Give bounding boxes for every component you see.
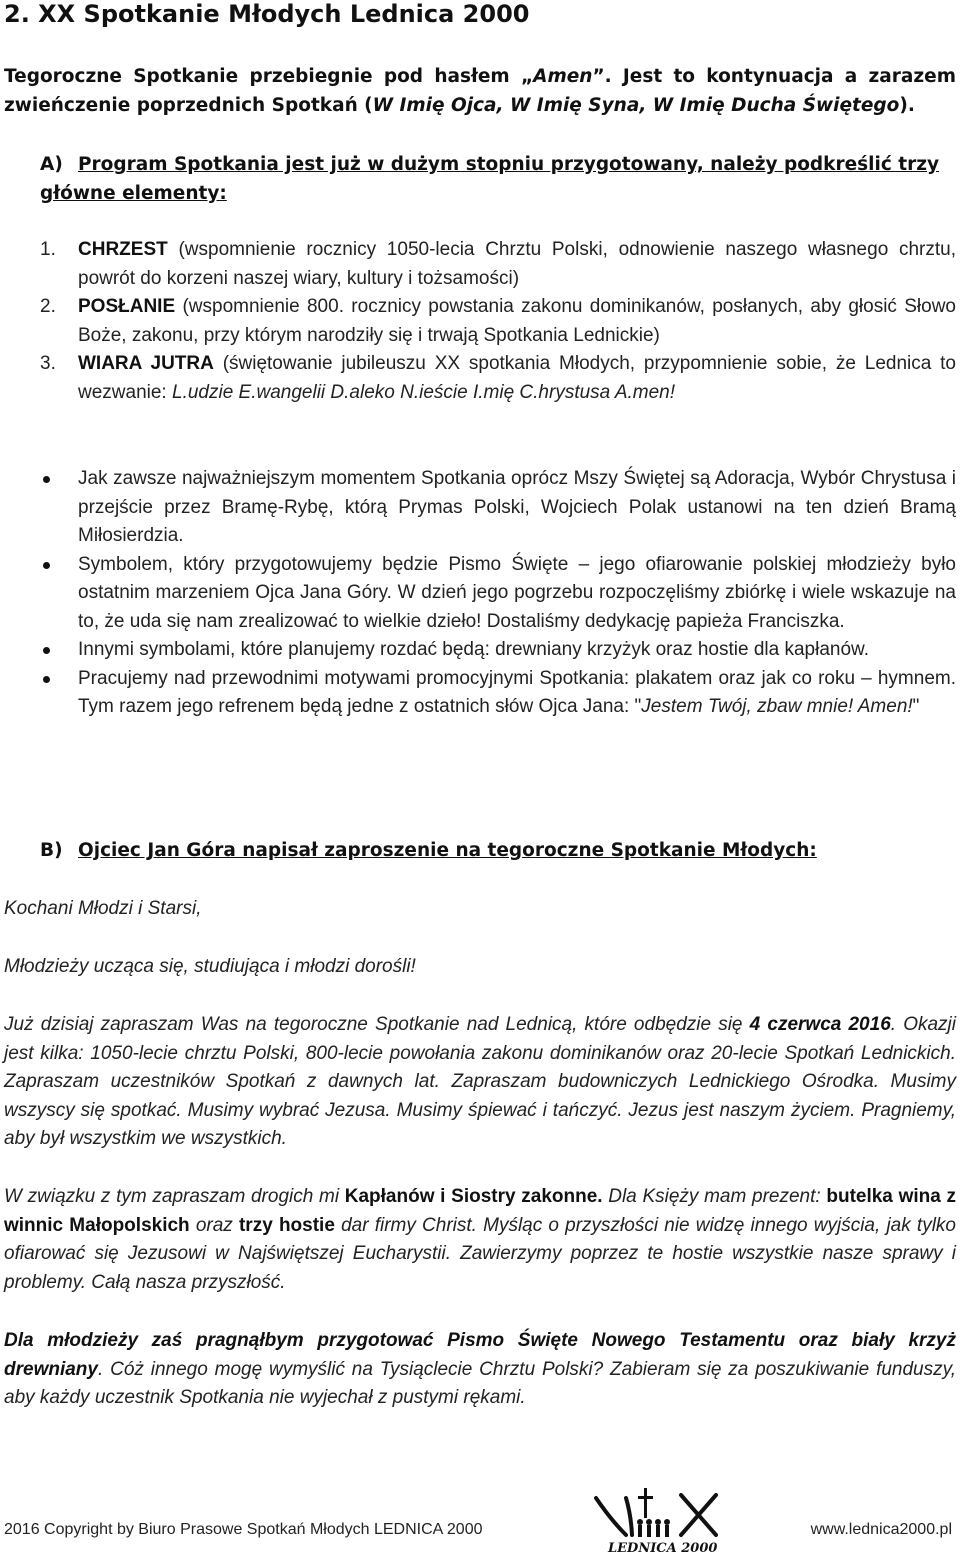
item-text: (wspomnienie 800. rocznicy powstania zakonu dominikanów, posłanych, aby głosić Słowo Boże, zakonu, przy którym narodziły się i trwają Spotkania Lednickie) — [78, 296, 956, 346]
item-text: (świętowanie jubileuszu XX spotkania Młodych, przypomnienie sobie, że Lednica to wezwanie: — [78, 353, 956, 403]
list-item — [40, 551, 956, 637]
item-text: Pracujemy nad przewodnimi motywami promocyjnymi Spotkania: plakatem oraz jak co roku – hymnem. Tym razem jego refrenem będą jedne z ostatnich słów Ojca Jana: " — [78, 667, 956, 717]
item-text: " — [912, 696, 920, 717]
item-acronym: L.udzie E.wangelii D.aleko N.ieście I.mię C.hrystusa A.men! — [172, 381, 676, 403]
item-number: 2. — [40, 296, 56, 317]
item-keyword: WIARA JUTRA — [78, 353, 214, 374]
letter-text: W związku z tym zapraszam drogich mi — [4, 1186, 345, 1207]
item-text: Jak zawsze najważniejszym momentem Spotkania oprócz Mszy Świętej są Adoracja, Wybór Chrystusa i przejście przez Bramę-Rybę, którą Prymas Polski, Wojciech Polak ustanowi na ten dzień Bramą Miłosierdzia. — [78, 468, 956, 546]
logo-text: LEDNICA 2000 — [608, 1541, 718, 1555]
list-item — [40, 350, 956, 407]
section-heading: Ojciec Jan Góra napisał zaproszenie na tegoroczne Spotkanie Młodych: — [78, 840, 817, 861]
section-a-title — [40, 150, 956, 208]
letter-text: dar firmy Christ. Myśląc o przyszłości nie widzę innego wyjścia, jak tylko ofiarować się Jezusowi w Najświętszej Eucharystii. Zawierzymy poprzez te hostie wszystkie nasze sprawy i problemy. Całą nasza przyszłość. — [4, 1214, 956, 1293]
list-item — [40, 636, 956, 665]
letter-paragraph-3 — [4, 1327, 956, 1413]
highlights-list — [40, 465, 956, 722]
letter-paragraph-1 — [4, 1011, 956, 1154]
list-item — [40, 236, 956, 293]
section-heading: Program Spotkania jest już w dużym stopniu przygotowany, należy podkreślić trzy główne elementy: — [40, 154, 940, 204]
list-item — [40, 465, 956, 551]
website-link[interactable]: www.lednica2000.pl — [810, 1521, 952, 1538]
letter-text: . Okazji jest kilka: 1050-lecie chrztu Polski, 800-lecie powołania zakonu dominikanów oraz 20-lecie Spotkań Lednickich. Zapraszam uczestników Spotkań z dawnych lat. Zapraszam budowniczych Lednickiego Ośrodka. Musimy wszyscy się spotkać. Musimy wybrać Jezusa. Musimy śpiewać i tańczyć. Jezus jest naszym życiem. Pragniemy, aby był wszystkim we wszystkich. — [4, 1014, 956, 1149]
page-footer — [4, 1517, 956, 1547]
item-text: (wspomnienie rocznicy 1050-lecia Chrztu Polski, odnowienie naszego własnego chrztu, powrót do korzeni naszej wiary, kultury i tożsamości) — [78, 239, 956, 289]
section-letter: B) — [40, 840, 63, 861]
intro-text: ”. Jest to kontynuacja a zarazem zwieńczenie poprzednich Spotkań ( — [4, 66, 956, 116]
event-date: 4 czerwca 2016 — [749, 1014, 891, 1035]
item-quote: Jestem Twój, zbaw mnie! Amen! — [641, 696, 913, 717]
letter-emphasis: Kapłanów i Siostry zakonne. — [344, 1186, 603, 1207]
program-elements-list — [40, 236, 956, 407]
intro-text: ). — [899, 95, 915, 116]
letter-greeting: Kochani Młodzi i Starsi, — [4, 898, 202, 919]
item-number: 1. — [40, 239, 56, 260]
letter-paragraph-2 — [4, 1183, 956, 1297]
list-item — [40, 293, 956, 350]
section-letter: A) — [40, 154, 63, 175]
letter-text: oraz — [189, 1214, 239, 1236]
copyright-text: 2016 Copyright by Biuro Prasowe Spotkań Młodych LEDNICA 2000 — [4, 1521, 483, 1538]
letter-text: Już dzisiaj zapraszam Was na tegoroczne Spotkanie nad Lednicą, które odbędzie się — [4, 1014, 750, 1035]
intro-motto: Amen — [533, 66, 593, 87]
bullet-icon — [43, 562, 50, 569]
bullet-icon — [43, 647, 50, 654]
intro-previous-meetings: W Imię Ojca, W Imię Syna, W Imię Ducha Świętego — [372, 95, 900, 116]
item-keyword: POSŁANIE — [78, 296, 176, 317]
letter-text: . Cóż innego mogę wymyślić na Tysiąclecie Chrztu Polski? Zabieram się za poszukiwanie funduszy, aby każdy uczestnik Spotkania nie wyjechał z pustymi rękami. — [4, 1358, 956, 1408]
letter-text: Dla Księży mam prezent: — [602, 1186, 827, 1207]
intro-text: Tegoroczne Spotkanie przebiegnie pod hasłem „ — [4, 66, 534, 87]
intro-paragraph — [4, 62, 956, 120]
letter-emphasis: butelka wina z winnic Małopolskich — [4, 1186, 956, 1236]
bullet-icon — [43, 676, 50, 683]
bullet-icon — [43, 476, 50, 483]
item-keyword: CHRZEST — [78, 239, 168, 260]
page-title: 2. XX Spotkanie Młodych Lednica 2000 — [4, 0, 530, 28]
letter-greeting-2: Młodzieży ucząca się, studiująca i młodzi dorośli! — [4, 956, 416, 977]
item-text: Innymi symbolami, które planujemy rozdać będą: drewniany krzyżyk oraz hostie dla kapłanów. — [78, 639, 869, 660]
item-number: 3. — [40, 353, 56, 374]
section-b-title — [40, 836, 956, 865]
letter-emphasis: Dla młodzieży zaś pragnąłbym przygotować Pismo Święte Nowego Testamentu oraz biały krzyż drewniany — [4, 1330, 956, 1380]
item-text: Symbolem, który przygotowujemy będzie Pismo Święte – jego ofiarowanie polskiej młodzieży było ostatnim marzeniem Ojca Jana Góry. W dzień jego pogrzebu rozpoczęliśmy zbiórkę i wiele wskazuje na to, że uda się nam zrealizować to wielkie dzieło! Dostaliśmy dedykację papieża Franciszka. — [78, 553, 956, 632]
letter-emphasis: trzy hostie — [238, 1214, 335, 1236]
list-item — [40, 665, 956, 722]
